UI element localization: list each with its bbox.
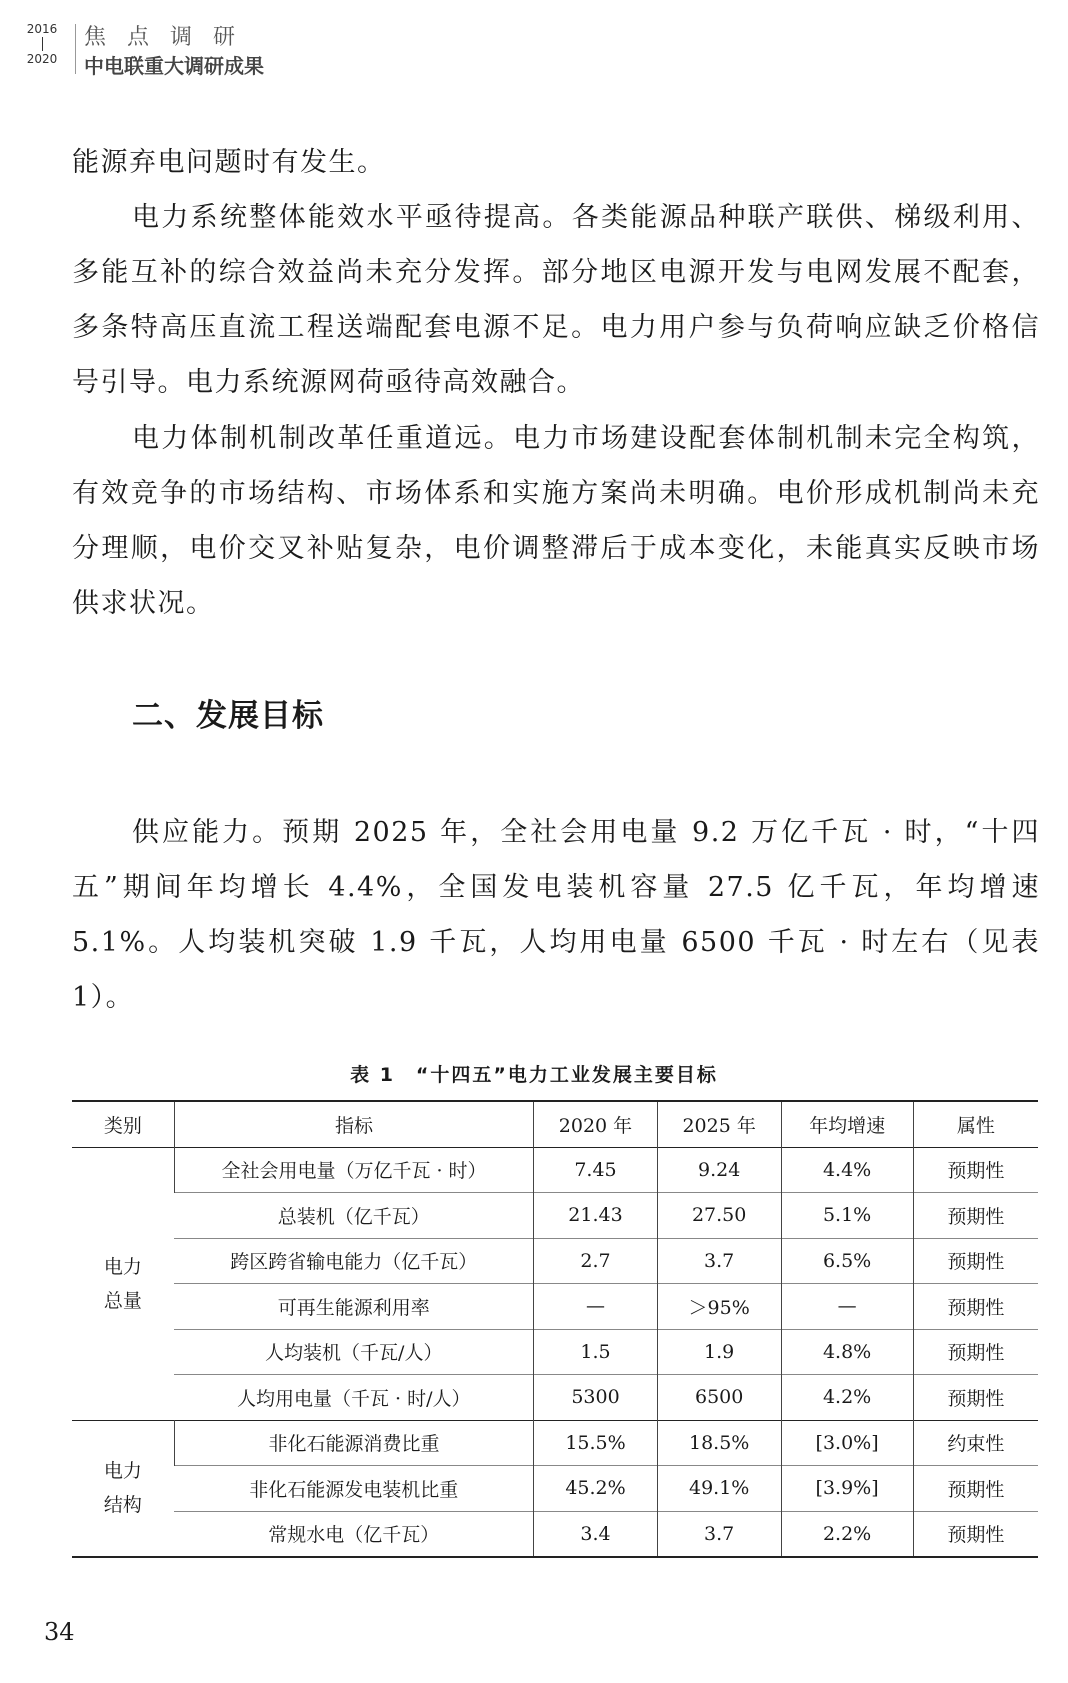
cell-indicator: 常规水电（亿千瓦） xyxy=(174,1511,533,1557)
cell-attribute: 约束性 xyxy=(913,1420,1038,1466)
cell-2020: 1.5 xyxy=(534,1329,658,1375)
cell-2020: 7.45 xyxy=(534,1147,658,1193)
cell-2025: 3.7 xyxy=(657,1238,781,1284)
category-structure xyxy=(72,1420,174,1557)
cell-attribute: 预期性 xyxy=(913,1238,1038,1284)
category-structure-line2: 结构 xyxy=(103,1494,142,1517)
table-row xyxy=(72,1375,1038,1421)
table-row xyxy=(72,1329,1038,1375)
cell-2025: ＞95% xyxy=(657,1284,781,1330)
cell-2020: — xyxy=(534,1284,658,1330)
cell-2020: 5300 xyxy=(534,1375,658,1421)
cell-2025: 1.9 xyxy=(657,1329,781,1375)
paragraph-reform: 电力体制机制改革任重道远。电力市场建设配套体制机制未完全构筑，有效竞争的市场结构、市场体系和实施方案尚未明确。电价形成机制尚未充分理顺，电价交叉补贴复杂，电价调整滞后于成本变化，未能真实反映市场供求状况。 xyxy=(72,423,1040,619)
table-row xyxy=(72,1147,1038,1193)
group-total xyxy=(72,1147,1038,1420)
paragraph-continued: 能源弃电问题时有发生。 xyxy=(72,147,386,178)
cell-2020: 45.2% xyxy=(534,1466,658,1512)
cell-2025: 18.5% xyxy=(657,1420,781,1466)
cell-attribute: 预期性 xyxy=(913,1375,1038,1421)
cell-2020: 21.43 xyxy=(534,1193,658,1239)
cell-indicator: 非化石能源发电装机比重 xyxy=(174,1466,533,1512)
header-column-title: 焦点调研 xyxy=(84,25,257,50)
header-category: 类别 xyxy=(103,1114,142,1137)
cell-indicator: 非化石能源消费比重 xyxy=(174,1420,533,1466)
table-row xyxy=(72,1511,1038,1557)
cell-2020: 2.7 xyxy=(534,1238,658,1284)
table-row xyxy=(72,1284,1038,1330)
cell-2025: 3.7 xyxy=(657,1511,781,1557)
cell-indicator: 总装机（亿千瓦） xyxy=(174,1193,533,1239)
year-start: 2016 xyxy=(26,22,58,36)
cell-attribute: 预期性 xyxy=(913,1329,1038,1375)
header-book-title: 中电联重大调研成果 xyxy=(84,54,264,78)
header-growth: 年均增速 xyxy=(781,1101,913,1147)
cell-2020: 3.4 xyxy=(534,1511,658,1557)
cell-2025: 9.24 xyxy=(657,1147,781,1193)
table-row xyxy=(72,1193,1038,1239)
header-2020: 2020 年 xyxy=(534,1101,658,1147)
running-header xyxy=(0,0,1068,80)
cell-2025: 27.50 xyxy=(657,1193,781,1239)
table-header-row xyxy=(72,1101,1038,1147)
header-indicator: 指标 xyxy=(174,1101,533,1147)
header-attribute: 属性 xyxy=(913,1101,1038,1147)
category-total-line1: 电力 xyxy=(103,1255,142,1278)
cell-growth: 4.4% xyxy=(781,1147,913,1193)
cell-growth: — xyxy=(781,1284,913,1330)
header-2025: 2025 年 xyxy=(657,1101,781,1147)
header-divider xyxy=(75,24,76,74)
year-range xyxy=(22,22,62,66)
paragraph-efficiency: 电力系统整体能效水平亟待提高。各类能源品种联产联供、梯级利用、多能互补的综合效益尚未充分发挥。部分地区电源开发与电网发展不配套，多条特高压直流工程送端配套电源不足。电力用户参与负荷响应缺乏价格信号引导。电力系统源网荷亟待高效融合。 xyxy=(72,202,1040,398)
cell-growth: 5.1% xyxy=(781,1193,913,1239)
table-row xyxy=(72,1466,1038,1512)
paragraph-supply: 供应能力。预期 2025 年，全社会用电量 9.2 万亿千瓦 · 时，“十四五”期间年均增长 4.4%，全国发电装机容量 27.5 亿千瓦，年均增速 5.1%。人均装机突破 1.9 千瓦，人均用电量 6500 千瓦 · 时左右（见表 1）。 xyxy=(72,817,1040,1013)
group-structure xyxy=(72,1420,1038,1557)
cell-indicator: 人均用电量（千瓦 · 时/人） xyxy=(174,1375,533,1421)
targets-table xyxy=(72,1100,1038,1558)
cell-attribute: 预期性 xyxy=(913,1511,1038,1557)
cell-attribute: 预期性 xyxy=(913,1466,1038,1512)
cell-indicator: 可再生能源利用率 xyxy=(174,1284,533,1330)
cell-growth: 6.5% xyxy=(781,1238,913,1284)
page-number: 34 xyxy=(44,1618,75,1646)
cell-indicator: 人均装机（千瓦/人） xyxy=(174,1329,533,1375)
cell-indicator: 全社会用电量（万亿千瓦 · 时） xyxy=(174,1147,533,1193)
section-heading: 二、发展目标 xyxy=(132,698,324,734)
category-total-line2: 总量 xyxy=(103,1289,142,1312)
category-total xyxy=(72,1147,174,1420)
cell-2020: 15.5% xyxy=(534,1420,658,1466)
cell-attribute: 预期性 xyxy=(913,1147,1038,1193)
category-structure-line1: 电力 xyxy=(103,1460,142,1483)
table-caption: 表 1 “十四五”电力工业发展主要目标 xyxy=(350,1064,718,1086)
cell-attribute: 预期性 xyxy=(913,1284,1038,1330)
cell-2025: 49.1% xyxy=(657,1466,781,1512)
year-separator xyxy=(42,37,43,51)
table-row xyxy=(72,1420,1038,1466)
table-row xyxy=(72,1238,1038,1284)
cell-attribute: 预期性 xyxy=(913,1193,1038,1239)
cell-growth: 4.8% xyxy=(781,1329,913,1375)
cell-growth: 2.2% xyxy=(781,1511,913,1557)
cell-2025: 6500 xyxy=(657,1375,781,1421)
year-end: 2020 xyxy=(26,52,58,66)
cell-indicator: 跨区跨省输电能力（亿千瓦） xyxy=(174,1238,533,1284)
cell-growth: [3.0%] xyxy=(781,1420,913,1466)
cell-growth: 4.2% xyxy=(781,1375,913,1421)
cell-growth: [3.9%] xyxy=(781,1466,913,1512)
